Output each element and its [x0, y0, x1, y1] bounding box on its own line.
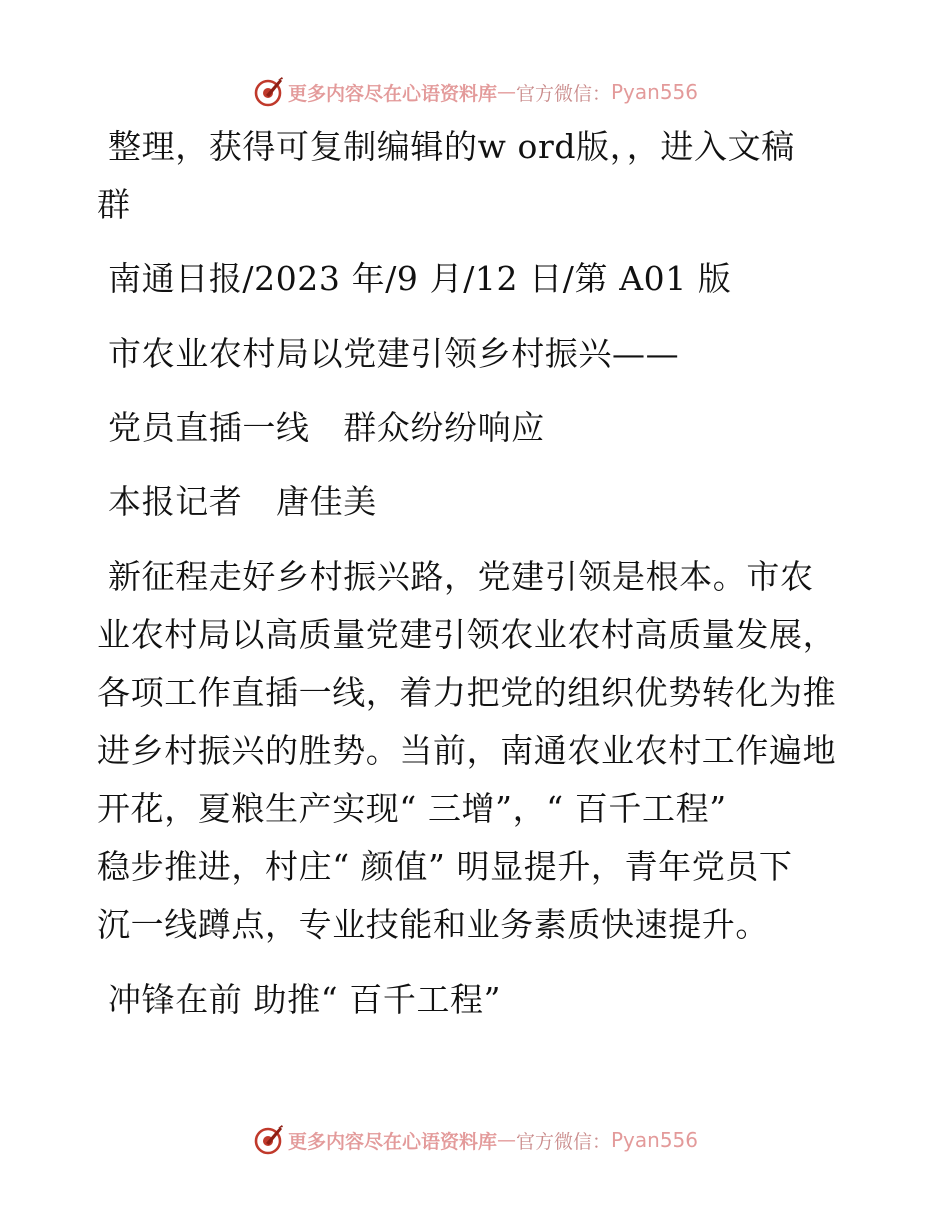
- watermark-site-text: 更多内容尽在心语资料库: [287, 1130, 497, 1153]
- body-line-4: 进乡村振兴的胜势。当前，南通农业农村工作遍地: [97, 731, 837, 770]
- watermark-site-text: 更多内容尽在心语资料库: [287, 82, 497, 105]
- body-line-3: 各项工作直插一线，着力把党的组织优势转化为推: [97, 673, 837, 712]
- byline: 本报记者 唐佳美: [108, 482, 377, 521]
- body-line-2: 业农村局以高质量党建引领农业农村高质量发展，: [97, 615, 837, 654]
- section-heading: 冲锋在前 助推“ 百千工程”: [108, 980, 502, 1019]
- body-line-6: 稳步推进，村庄“ 颜值” 明显提升，青年党员下: [97, 847, 793, 886]
- watermark-wechat-id: Pyan556: [611, 1128, 699, 1152]
- header-watermark: [0, 72, 950, 112]
- body-line-7: 沉一线蹲点，专业技能和业务素质快速提升。: [97, 905, 769, 944]
- watermark-wechat-id: Pyan556: [611, 80, 699, 104]
- intro-line-1: 整理，获得可复制编辑的w ord版，，进入文稿: [108, 127, 795, 166]
- source-line: 南通日报/2023 年/9 月/12 日/第 A01 版: [108, 259, 732, 298]
- quill-logo-icon: [252, 1124, 284, 1156]
- footer-watermark: [0, 1120, 950, 1160]
- headline-kicker: 市农业农村局以党建引领乡村振兴——: [108, 334, 680, 373]
- watermark-wechat-label: 官方微信：: [515, 82, 611, 105]
- watermark-wechat-label: 官方微信：: [515, 1130, 611, 1153]
- quill-logo-icon: [252, 76, 284, 108]
- watermark-dash: —: [496, 81, 516, 103]
- headline-main: 党员直插一线 群众纷纷响应: [108, 408, 545, 447]
- body-line-5: 开花，夏粮生产实现“ 三增”，“ 百千工程”: [97, 789, 727, 828]
- body-line-1: 新征程走好乡村振兴路，党建引领是根本。市农: [108, 557, 814, 596]
- intro-line-2: 群: [97, 185, 131, 224]
- watermark-dash: —: [496, 1129, 516, 1151]
